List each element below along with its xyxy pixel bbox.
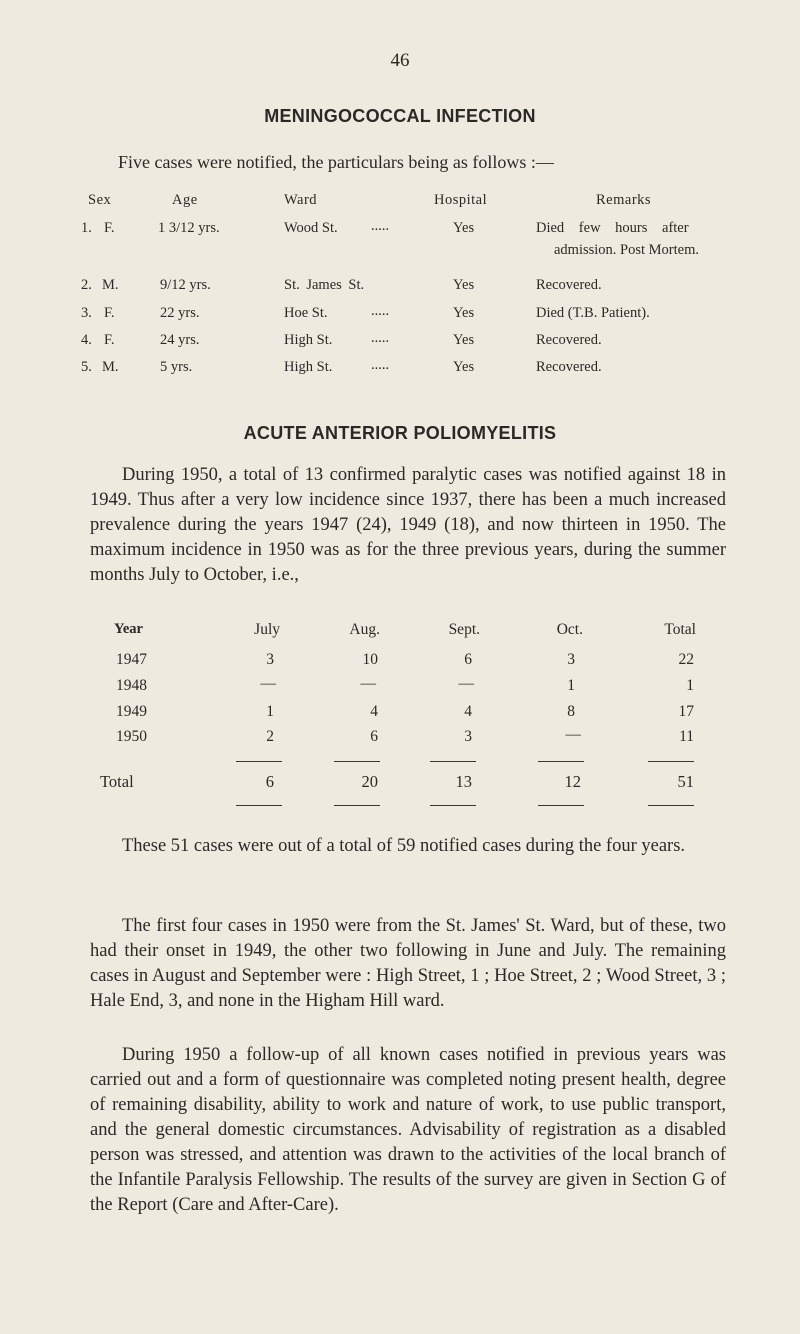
polio-heading: ACUTE ANTERIOR POLIOMYELITIS (243, 423, 557, 443)
row-number: 2. (81, 277, 92, 293)
cell-aug: 4 (370, 703, 378, 720)
cell-age: 1 3/12 yrs. (158, 220, 220, 236)
cell-sex: M. (102, 277, 119, 293)
cell-hospital: Yes (453, 305, 475, 321)
cell-remarks: Recovered. (536, 332, 602, 348)
col-header-july: July (254, 621, 280, 638)
cell-oct: 1 (567, 677, 575, 694)
cell-remarks-continued: admission. Post Mortem. (554, 242, 700, 258)
cell-sept: 6 (464, 651, 472, 668)
cell-ward: High St. (284, 359, 333, 375)
cell-sex: F. (104, 305, 115, 321)
cell-oct: 8 (567, 703, 575, 720)
row-number: 1. (81, 220, 92, 236)
paragraph-text: During 1950, a total of 13 confirmed paralytic cases was notified against 18 in 1949. Thus after a very low incidence since 1937, there has been a much increased prevalence during the years 1947 (24), 1949 (18), and now thirteen in 1950. The maximum incidence in 1950 was as for the three previous years, during the summer months July to October, i.e., (90, 465, 726, 585)
cell-ward: Hoe St. (284, 305, 328, 321)
paragraph-text: The first four cases in 1950 were from the St. James' St. Ward, but of these, two had their onset in 1949, the other two following in June and July. The remaining cases in August and September were : High Street, 1 ; Hoe Street, 2 ; Wood Street, 3 ; Hale End, 3, and none in the Higham Hill ward. (90, 916, 726, 1011)
col-header-ward: Ward (284, 192, 318, 208)
col-header-sex: Sex (88, 192, 112, 208)
row-number: 4. (81, 332, 92, 348)
meningococcal-intro: Five cases were notified, the particulars being as follows :— (118, 152, 554, 172)
col-header-sept: Sept. (448, 621, 480, 638)
col-header-aug: Aug. (349, 621, 380, 638)
cell-sex: F. (104, 332, 115, 348)
cell-dots: ..... (371, 357, 390, 373)
cell-sept: 3 (464, 728, 472, 745)
cell-total: 17 (678, 703, 694, 720)
sum-rule (334, 761, 380, 762)
meningococcal-heading: MENINGOCOCCAL INFECTION (264, 106, 536, 126)
polio-paragraph-3 (90, 914, 726, 1014)
sum-rule (538, 761, 584, 762)
cell-hospital: Yes (453, 277, 475, 293)
cell-july: 6 (265, 772, 274, 791)
cell-age: 24 yrs. (160, 332, 200, 348)
sum-rule (648, 761, 694, 762)
col-header-age: Age (172, 192, 198, 208)
cell-hospital: Yes (453, 332, 475, 348)
cell-ward: High St. (284, 332, 333, 348)
total-rule (430, 805, 476, 806)
cell-total: 51 (677, 772, 694, 791)
cell-july: 2 (266, 728, 274, 745)
cell-ward: St. James St. (284, 277, 365, 293)
cell-total: 22 (678, 651, 694, 668)
cell-sept: — (458, 675, 474, 692)
col-header-year: Year (114, 621, 143, 637)
cell-year: 1950 (116, 728, 147, 745)
cell-total: 11 (679, 728, 694, 745)
row-number: 3. (81, 305, 92, 321)
total-rule (538, 805, 584, 806)
cell-aug: 20 (361, 772, 378, 791)
cell-sept: 4 (464, 703, 472, 720)
polio-paragraph-1 (90, 463, 726, 588)
cell-aug: 10 (362, 651, 378, 668)
cell-remarks: Recovered. (536, 277, 602, 293)
cell-ward: Wood St. (284, 220, 338, 236)
page-number: 46 (390, 50, 410, 71)
cell-aug: 6 (370, 728, 378, 745)
cell-july: 3 (266, 651, 274, 668)
cell-remarks: Recovered. (536, 359, 602, 375)
polio-paragraph-2 (90, 834, 726, 859)
cell-remarks: Died few hours after (536, 220, 689, 236)
col-header-hospital: Hospital (434, 192, 488, 208)
cell-year: 1948 (116, 677, 147, 694)
row-number: 5. (81, 359, 92, 375)
sum-rule (236, 761, 282, 762)
cell-remarks: Died (T.B. Patient). (536, 305, 650, 321)
cell-july: 1 (266, 703, 274, 720)
cell-year: 1947 (116, 651, 147, 668)
cell-sept: 13 (455, 772, 472, 791)
sum-rule (430, 761, 476, 762)
cell-sex: M. (102, 359, 119, 375)
cell-july: — (260, 675, 276, 692)
col-header-total: Total (664, 621, 696, 638)
cell-oct: 3 (567, 651, 575, 668)
paragraph-text: These 51 cases were out of a total of 59 notified cases during the four years. (122, 836, 686, 856)
total-rule (648, 805, 694, 806)
cell-hospital: Yes (453, 359, 475, 375)
col-header-oct: Oct. (556, 621, 583, 638)
cell-aug: — (360, 675, 376, 692)
paragraph-text: During 1950 a follow-up of all known cases notified in previous years was carried out and a form of questionnaire was completed noting present health, degree of remaining disability, ability to work and nature of work, to use public transport, and the general domestic circumstances. Advisability of registration as a disabled person was stressed, and attention was drawn to the activities of the local branch of the Infantile Paralysis Fellowship. The results of the survey are given in Section G of the Report (Care and After-Care). (90, 1045, 726, 1215)
cell-oct: — (565, 726, 581, 743)
cell-age: 9/12 yrs. (160, 277, 211, 293)
cell-age: 22 yrs. (160, 305, 200, 321)
col-header-remarks: Remarks (596, 192, 652, 208)
cell-hospital: Yes (453, 220, 475, 236)
cell-dots: ..... (371, 330, 390, 346)
cell-sex: F. (104, 220, 115, 236)
cell-oct: 12 (564, 772, 581, 791)
total-rule (334, 805, 380, 806)
cell-dots: ..... (371, 218, 390, 234)
cell-age: 5 yrs. (160, 359, 193, 375)
cell-total: 1 (686, 677, 694, 694)
cell-dots: ..... (371, 303, 390, 319)
total-rule (236, 805, 282, 806)
cell-total-label: Total (100, 772, 134, 791)
cell-year: 1949 (116, 703, 147, 720)
polio-paragraph-4 (90, 1043, 726, 1218)
